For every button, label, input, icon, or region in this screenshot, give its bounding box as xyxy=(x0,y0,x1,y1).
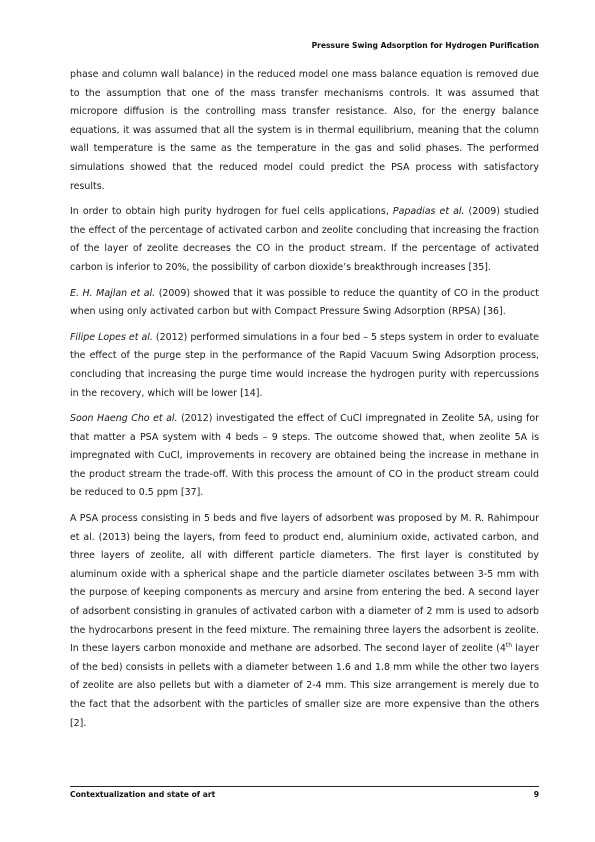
author-citation: E. H. Majlan et al. xyxy=(70,287,156,299)
paragraph-model-reduction xyxy=(70,66,539,196)
paragraph-cho xyxy=(70,410,539,503)
paragraph-text: (2012) investigated the effect of CuCl impregnated in Zeolite 5A, using for that matter a PSA system with 4 beds – 9 steps. The outcome showed that, when zeolite 5A is impregnated with CuCl, improvements in recovery are obtained being the increase in methane in the product stream the trade-off. With this process the amount of CO in the product stream could be reduced to 0.5 ppm [37]. xyxy=(70,413,539,499)
body-text xyxy=(70,66,539,740)
paragraph-lopes xyxy=(70,329,539,403)
superscript: th xyxy=(505,642,513,650)
footer-section-title: Contextualization and state of art xyxy=(70,790,216,799)
paragraph-rahimpour xyxy=(70,510,539,733)
paragraph-text: phase and column wall balance) in the reduced model one mass balance equation is removed due to the assumption that one of the mass transfer mechanisms controls. It was assumed that micropore diffusion is the controlling mass transfer resistance. Also, for the energy balance equations, it was assumed that all the system is in thermal equilibrium, meaning that the column wall temperature is the same as the temperature in the gas and solid phases. The performed simulations showed that the reduced model could predict the PSA process with satisfactory results. xyxy=(70,69,539,192)
author-citation: Filipe Lopes et al. xyxy=(70,331,153,343)
author-citation: Papadias et al. xyxy=(392,206,465,218)
paragraph-text-continued: layer of the bed) consists in pellets with a diameter between 1.6 and 1.8 mm while the other two layers of zeolite are also pellets but with a diameter of 2-4 mm. This size arrangement is merely due to the fact that the adsorbent with the particles of smaller size are more expensive than the others [2]. xyxy=(70,643,539,729)
running-header: Pressure Swing Adsorption for Hydrogen Purification xyxy=(311,41,539,50)
page-number: 9 xyxy=(533,790,539,799)
author-citation: Soon Haeng Cho et al. xyxy=(70,413,178,425)
paragraph-text: (2012) performed simulations in a four bed – 5 steps system in order to evaluate the effect of the purge step in the performance of the Rapid Vacuum Swing Adsorption process, concluding that increasing the purge time would increase the hydrogen purity with repercussions in the recovery, which will be lower [14]. xyxy=(70,331,539,399)
footer-rule xyxy=(70,786,539,787)
paragraph-text: A PSA process consisting in 5 beds and five layers of adsorbent was proposed by M. R. Rahimpour et al. (2013) being the layers, from feed to product end, aluminium oxide, activated carbon, and three layers of zeolite, all with different particle diameters. The first layer is constituted by aluminum oxide with a spherical shape and the particle diameter oscilates between 3-5 mm with the purpose of keeping components as mercury and arsine from entering the bed. A second layer of adsorbent consisting in granules of activated carbon with a diameter of 2 mm is used to adsorb the hydrocarbons present in the feed mixture. The remaining three layers the adsorbent is zeolite. In these layers carbon monoxide and methane are adsorbed. The second layer of zeolite (4 xyxy=(70,513,539,655)
paragraph-text: (2009) studied the effect of the percentage of activated carbon and zeolite concluding that increasing the fraction of the layer of zeolite decreases the CO in the product stream. If the percentage of activated carbon is inferior to 20%, the possibility of carbon dioxide’s breakthrough increases [35]. xyxy=(70,206,539,273)
paragraph-papadias xyxy=(70,203,539,277)
paragraph-lead: In order to obtain high purity hydrogen for fuel cells applications, xyxy=(70,206,393,218)
paragraph-majlan xyxy=(70,285,539,322)
paragraph-text: (2009) showed that it was possible to reduce the quantity of CO in the product when using only activated carbon but with Compact Pressure Swing Adsorption (RPSA) [36]. xyxy=(70,287,540,318)
